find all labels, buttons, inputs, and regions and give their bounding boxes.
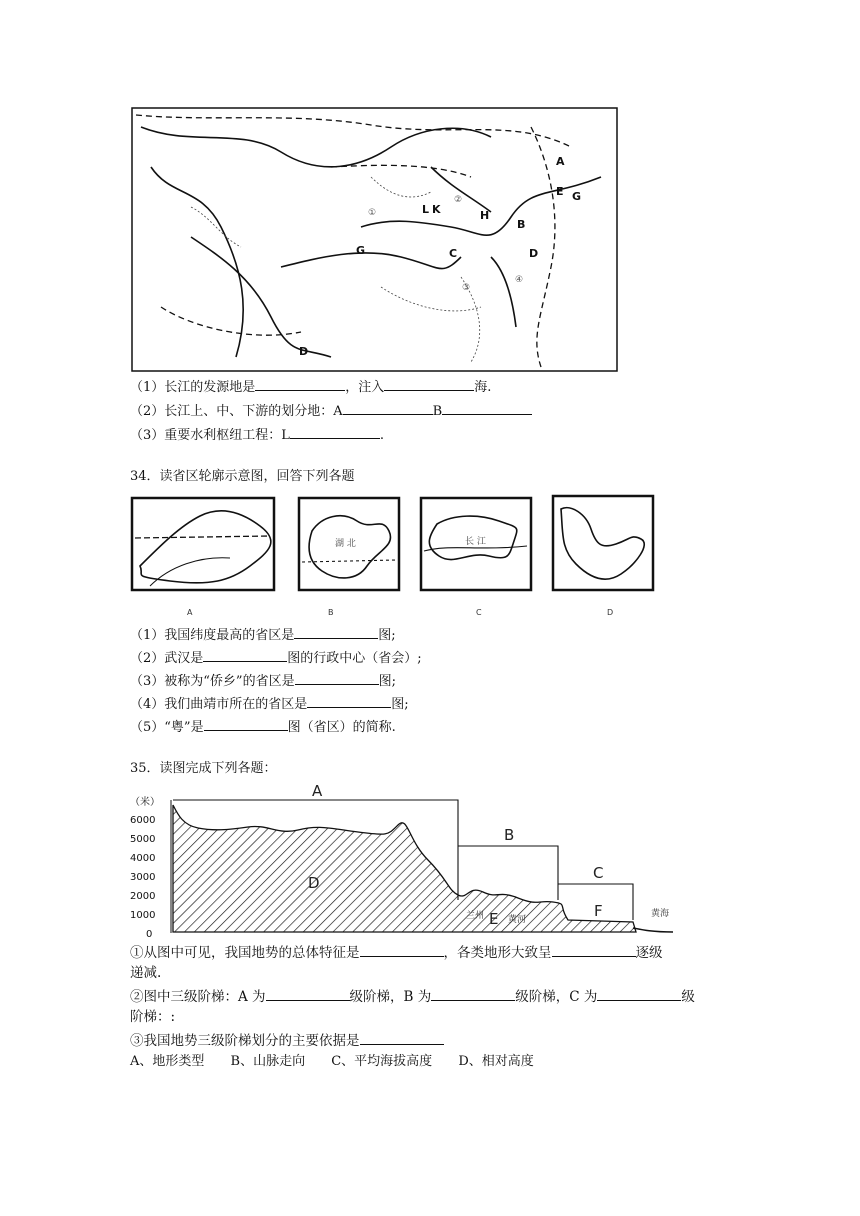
province-outline-b xyxy=(297,496,401,592)
q34-4-text: （4）我们曲靖市所在的省区是 xyxy=(130,697,308,712)
y-axis-unit: （米） xyxy=(130,797,160,808)
y-tick-5000: 5000 xyxy=(130,834,156,845)
q35-1-mid: ，各类地形大致呈 xyxy=(443,945,552,961)
answer-blank[interactable] xyxy=(384,376,474,391)
q34-4-post: 图; xyxy=(391,697,409,712)
section-label-a: A xyxy=(312,782,323,800)
q34-3-text: （3）被称为“侨乡”的省区是 xyxy=(130,674,295,689)
answer-blank[interactable] xyxy=(431,986,515,1001)
place-label-huanghe: 黄河 xyxy=(508,915,527,925)
map-label-d-south: D xyxy=(299,345,309,358)
q34-line-1 xyxy=(130,624,396,645)
q34-2-text: （2）武汉是 xyxy=(130,651,204,666)
option-b[interactable]: B、山脉走向 xyxy=(230,1054,306,1069)
outline-c-label: 长 江 xyxy=(465,537,486,547)
answer-blank[interactable] xyxy=(295,670,379,685)
section-label-c: C xyxy=(593,864,604,882)
option-d[interactable]: D、相对高度 xyxy=(458,1054,534,1069)
answer-blank[interactable] xyxy=(294,624,378,639)
q33-3-post: . xyxy=(379,428,385,443)
q35-title: 35．读图完成下列各题： xyxy=(130,761,277,776)
q33-1-post: 海. xyxy=(474,380,492,395)
q34-1-text: （1）我国纬度最高的省区是 xyxy=(130,628,295,643)
q35-options xyxy=(130,1053,556,1071)
map-label-d-east: D xyxy=(529,247,539,260)
panel-label-b: B xyxy=(328,608,334,617)
map-label-l: L xyxy=(422,203,430,216)
place-label-huanghai: 黄海 xyxy=(651,909,670,919)
q34-line-5 xyxy=(130,716,396,737)
q35-1-post: 逐级 xyxy=(635,945,663,961)
map-region-4: ④ xyxy=(515,275,524,285)
map-label-b: B xyxy=(517,218,526,231)
section-label-e: E xyxy=(489,910,499,928)
province-outline-a xyxy=(130,496,276,592)
map-label-e: E xyxy=(556,185,564,198)
map-label-g-east: G xyxy=(572,190,582,203)
q34-line-3 xyxy=(130,670,396,691)
q35-line-2b: 阶梯：: xyxy=(130,1009,176,1025)
y-tick-1000: 1000 xyxy=(130,910,156,921)
section-label-b: B xyxy=(504,826,515,844)
map-region-1: ① xyxy=(368,208,377,218)
map-region-2: ② xyxy=(454,195,463,205)
q34-line-4 xyxy=(130,693,409,714)
q35-2-mid2: 级阶梯，C 为 xyxy=(515,989,598,1005)
map-label-k: K xyxy=(432,203,441,216)
q33-line-2 xyxy=(130,400,532,421)
q33-1-text: （1）长江的发源地是 xyxy=(130,380,256,395)
outline-b-label: 湖 北 xyxy=(335,539,356,549)
q33-line-3 xyxy=(130,424,384,445)
panel-label-c: C xyxy=(476,608,482,617)
terrain-profile xyxy=(128,780,688,940)
q35-line-3 xyxy=(130,1030,444,1050)
map-label-g-west: G xyxy=(356,244,366,257)
map-label-h: H xyxy=(480,209,490,222)
q33-2-mid: B xyxy=(432,404,443,419)
q33-1-mid: ，注入 xyxy=(345,380,385,395)
answer-blank[interactable] xyxy=(290,424,380,439)
section-label-d: D xyxy=(308,874,320,892)
q34-line-2 xyxy=(130,647,422,668)
place-label-lanzhou: 兰州 xyxy=(466,911,485,921)
map-region-3: ③ xyxy=(462,283,471,293)
q34-2-post: 图的行政中心（省会）; xyxy=(287,651,422,666)
q35-2-mid1: 级阶梯，B 为 xyxy=(349,989,432,1005)
option-c[interactable]: C、平均海拔高度 xyxy=(331,1054,433,1069)
answer-blank[interactable] xyxy=(203,647,287,662)
answer-blank[interactable] xyxy=(442,400,532,415)
q33-3-text: （3）重要水利枢纽工程：L xyxy=(130,428,290,443)
answer-blank[interactable] xyxy=(360,1030,444,1045)
y-tick-3000: 3000 xyxy=(130,872,156,883)
q35-line-1b: 递减. xyxy=(130,965,162,981)
y-tick-4000: 4000 xyxy=(130,853,156,864)
answer-blank[interactable] xyxy=(204,716,288,731)
option-a[interactable]: A、地形类型 xyxy=(130,1054,205,1069)
q34-5-text: （5）“粤”是 xyxy=(130,720,204,735)
answer-blank[interactable] xyxy=(597,986,681,1001)
y-tick-0: 0 xyxy=(146,929,153,940)
answer-blank[interactable] xyxy=(255,376,345,391)
y-tick-6000: 6000 xyxy=(130,815,156,826)
province-outline-c xyxy=(419,496,533,592)
map-label-a: A xyxy=(556,155,565,168)
panel-label-d: D xyxy=(607,608,614,617)
panel-label-a: A xyxy=(187,608,193,617)
province-outline-d xyxy=(551,494,655,592)
answer-blank[interactable] xyxy=(307,693,391,708)
yangtze-river-map xyxy=(131,107,618,372)
q33-2-text: （2）长江上、中、下游的划分地：A xyxy=(130,404,343,419)
q34-title: 34．读省区轮廓示意图，回答下列各题 xyxy=(130,469,355,484)
map-label-c: C xyxy=(449,247,458,260)
q35-3-text: ③我国地势三级阶梯划分的主要依据是 xyxy=(130,1033,360,1049)
answer-blank[interactable] xyxy=(552,942,636,957)
section-label-f: F xyxy=(594,902,603,920)
q35-1-text: ①从图中可见，我国地势的总体特征是 xyxy=(130,945,360,961)
q35-2-text: ②图中三级阶梯：A 为 xyxy=(130,989,266,1005)
q34-5-post: 图（省区）的简称. xyxy=(287,720,396,735)
answer-blank[interactable] xyxy=(360,942,444,957)
q34-1-post: 图; xyxy=(378,628,396,643)
q35-line-2 xyxy=(130,986,695,1006)
q35-2-post: 级 xyxy=(681,989,695,1005)
y-tick-2000: 2000 xyxy=(130,891,156,902)
q33-line-1 xyxy=(130,376,491,397)
q34-3-post: 图; xyxy=(378,674,396,689)
answer-blank[interactable] xyxy=(343,400,433,415)
q35-line-1 xyxy=(130,942,663,962)
answer-blank[interactable] xyxy=(266,986,350,1001)
